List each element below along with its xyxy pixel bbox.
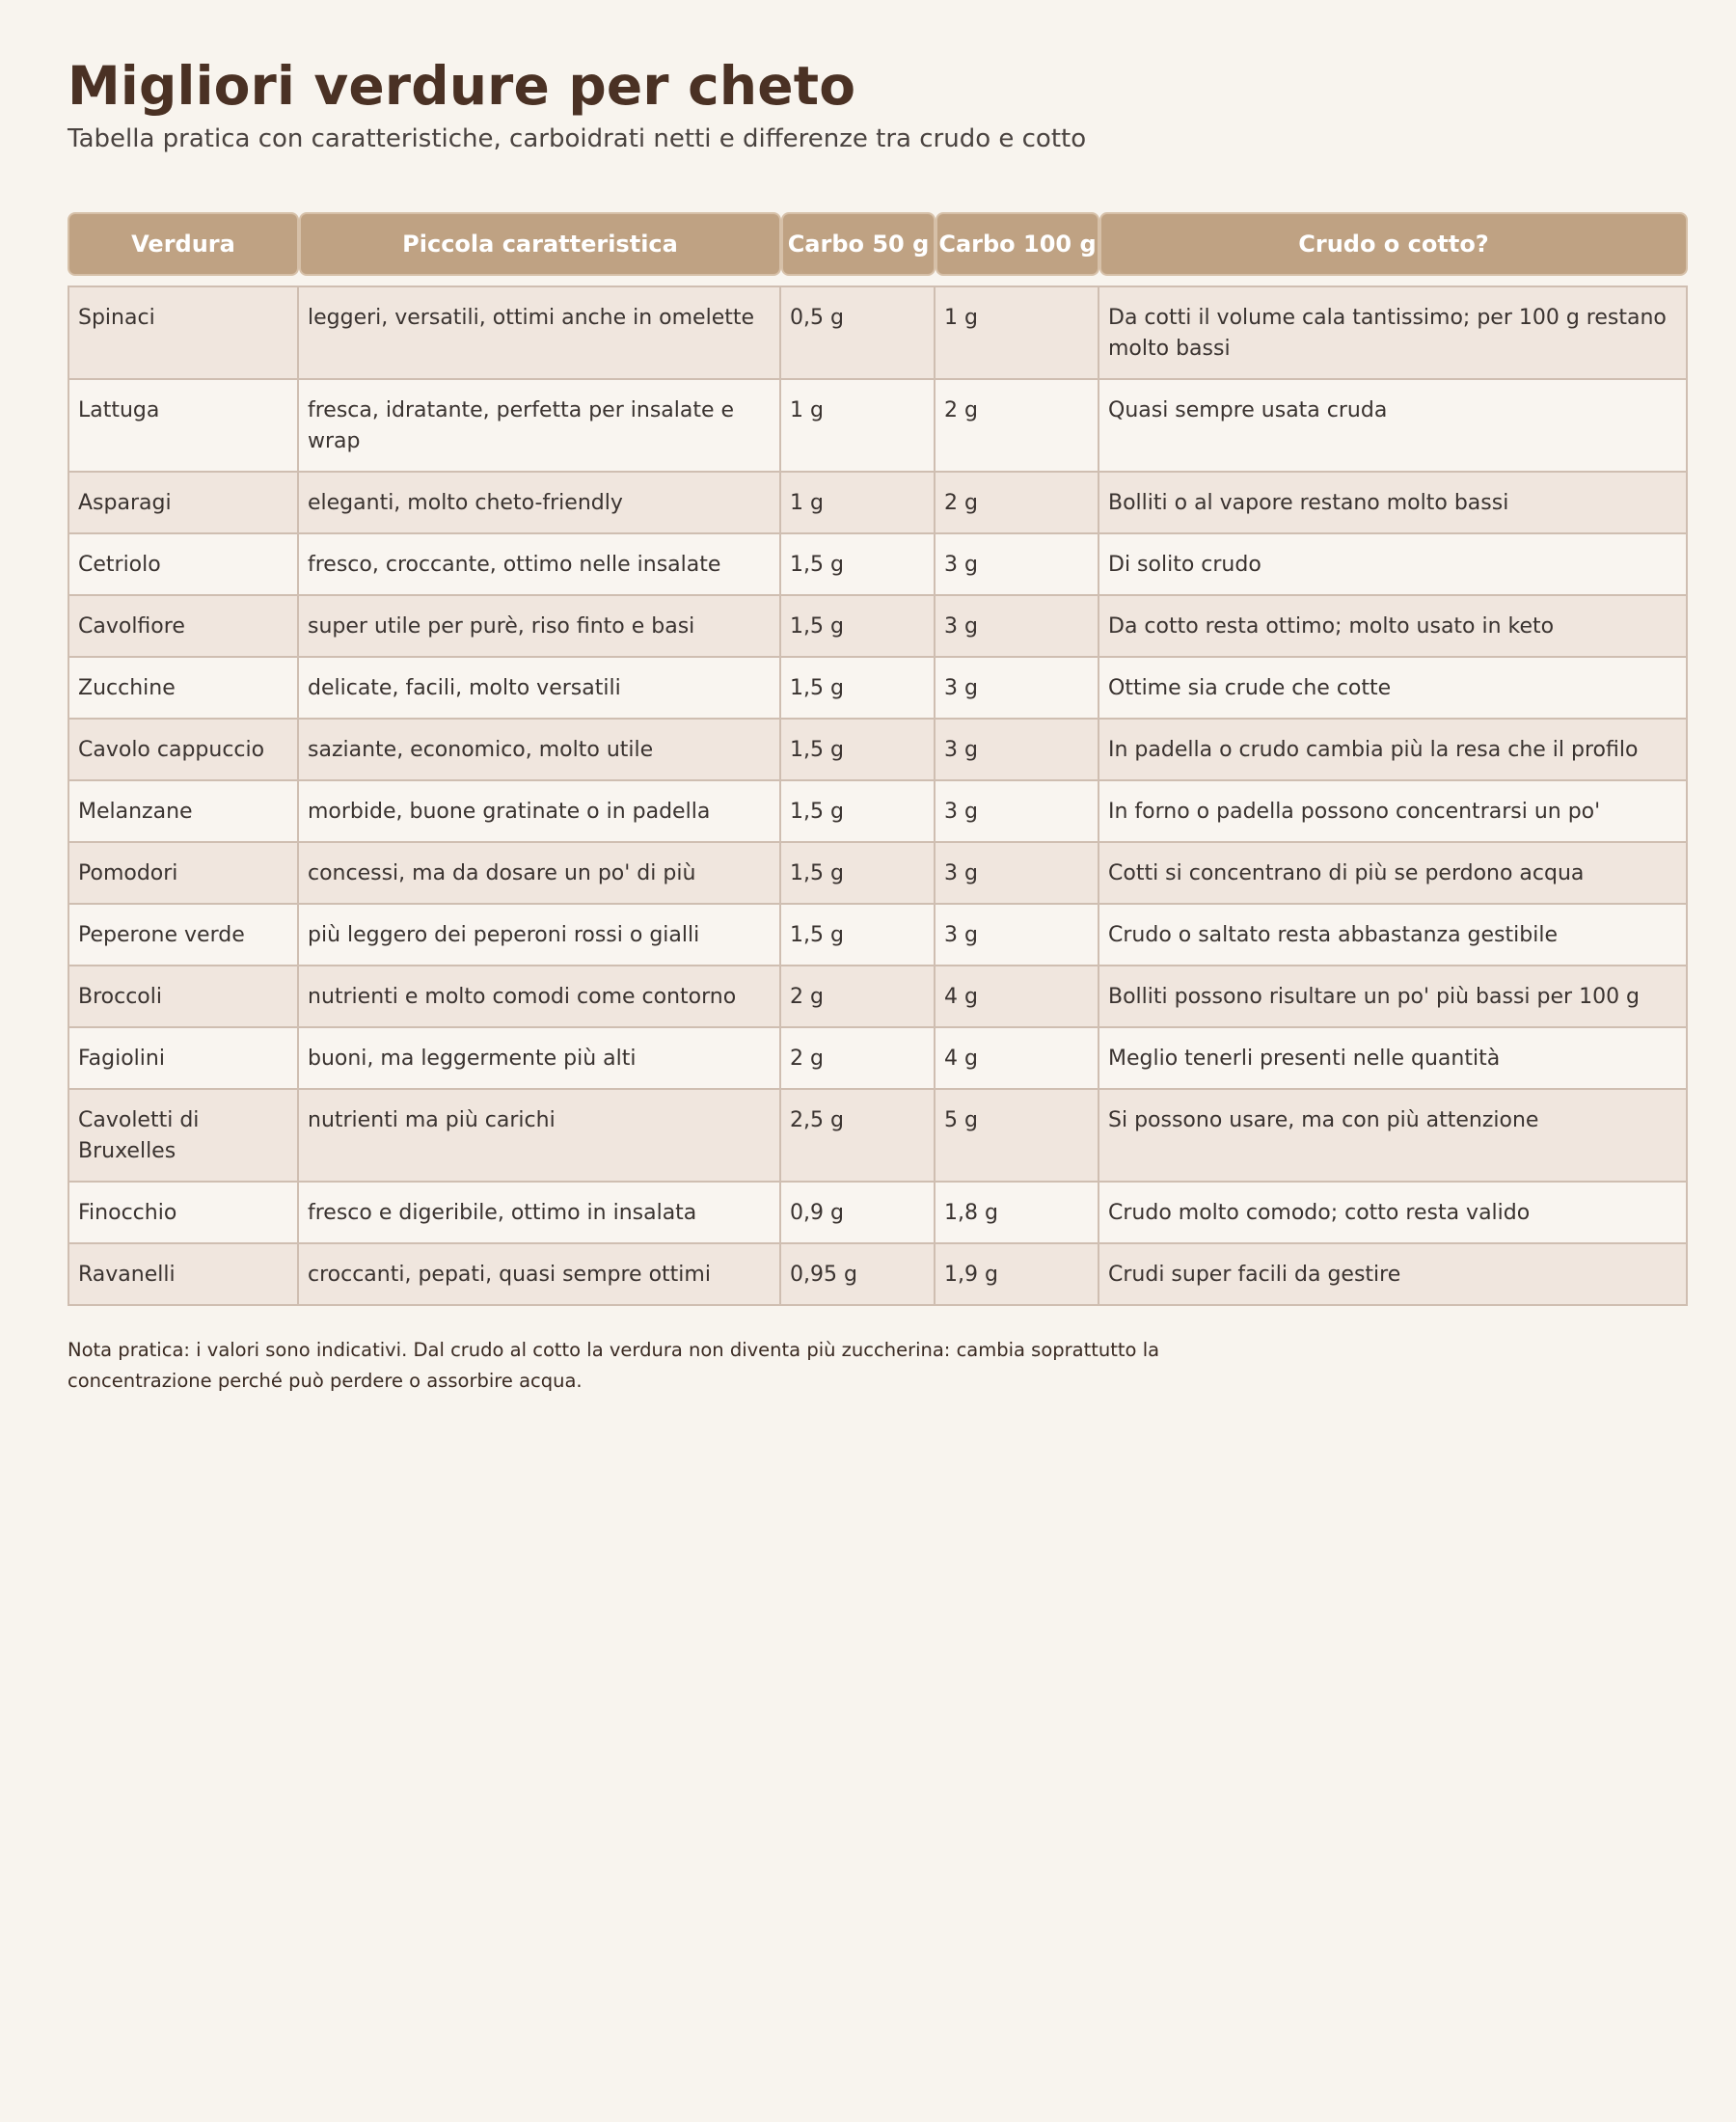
table-row bbox=[68, 1090, 1688, 1183]
cell-carbo-100g: 1,8 g bbox=[936, 1183, 1099, 1244]
cell-verdura: Peperone verde bbox=[68, 905, 299, 966]
cell-crudo-cotto: Ottime sia crude che cotte bbox=[1099, 658, 1688, 720]
cell-crudo-cotto: Quasi sempre usata cruda bbox=[1099, 380, 1688, 473]
cell-carbo-50g: 1 g bbox=[781, 380, 936, 473]
table-row bbox=[68, 781, 1688, 843]
column-header-carbo-100g: Carbo 100 g bbox=[936, 212, 1099, 276]
cell-crudo-cotto: Bolliti possono risultare un po' più bassi per 100 g bbox=[1099, 966, 1688, 1028]
cell-crudo-cotto: Da cotti il volume cala tantissimo; per 100 g restano molto bassi bbox=[1099, 286, 1688, 380]
cell-verdura: Lattuga bbox=[68, 380, 299, 473]
table-row bbox=[68, 720, 1688, 781]
column-header-caratteristica: Piccola caratteristica bbox=[299, 212, 781, 276]
cell-crudo-cotto: Da cotto resta ottimo; molto usato in keto bbox=[1099, 596, 1688, 658]
table-row bbox=[68, 380, 1688, 473]
table-row bbox=[68, 966, 1688, 1028]
cell-carbo-100g: 3 g bbox=[936, 658, 1099, 720]
cell-crudo-cotto: Crudo o saltato resta abbastanza gestibile bbox=[1099, 905, 1688, 966]
column-header-carbo-50g: Carbo 50 g bbox=[781, 212, 936, 276]
cell-caratteristica: fresca, idratante, perfetta per insalate e wrap bbox=[299, 380, 781, 473]
cell-carbo-50g: 1,5 g bbox=[781, 658, 936, 720]
footer-note: Nota pratica: i valori sono indicativi. Dal crudo al cotto la verdura non diventa più zuccherina: cambia soprattutto la concentrazione perché può perdere o assorbire acqua. bbox=[68, 1339, 1160, 1392]
cell-carbo-50g: 2 g bbox=[781, 966, 936, 1028]
cell-caratteristica: nutrienti ma più carichi bbox=[299, 1090, 781, 1183]
cell-caratteristica: delicate, facili, molto versatili bbox=[299, 658, 781, 720]
cell-crudo-cotto: Cotti si concentrano di più se perdono acqua bbox=[1099, 843, 1688, 905]
column-header-crudo-cotto: Crudo o cotto? bbox=[1099, 212, 1688, 276]
cell-carbo-100g: 4 g bbox=[936, 966, 1099, 1028]
page-title: Migliori verdure per cheto bbox=[68, 55, 856, 117]
table-row bbox=[68, 658, 1688, 720]
cell-carbo-100g: 3 g bbox=[936, 905, 1099, 966]
cell-caratteristica: super utile per purè, riso finto e basi bbox=[299, 596, 781, 658]
cell-crudo-cotto: Bolliti o al vapore restano molto bassi bbox=[1099, 473, 1688, 534]
cell-caratteristica: eleganti, molto cheto-friendly bbox=[299, 473, 781, 534]
cell-caratteristica: buoni, ma leggermente più alti bbox=[299, 1028, 781, 1090]
cell-carbo-50g: 0,5 g bbox=[781, 286, 936, 380]
cell-verdura: Pomodori bbox=[68, 843, 299, 905]
cell-crudo-cotto: Crudo molto comodo; cotto resta valido bbox=[1099, 1183, 1688, 1244]
cell-caratteristica: fresco e digeribile, ottimo in insalata bbox=[299, 1183, 781, 1244]
cell-carbo-50g: 1,5 g bbox=[781, 596, 936, 658]
cell-verdura: Cavoletti di Bruxelles bbox=[68, 1090, 299, 1183]
cell-carbo-50g: 0,9 g bbox=[781, 1183, 936, 1244]
cell-verdura: Asparagi bbox=[68, 473, 299, 534]
cell-crudo-cotto: Crudi super facili da gestire bbox=[1099, 1244, 1688, 1306]
table-header-row bbox=[68, 212, 1688, 276]
cell-carbo-50g: 1,5 g bbox=[781, 534, 936, 596]
cell-verdura: Fagiolini bbox=[68, 1028, 299, 1090]
cell-carbo-100g: 3 g bbox=[936, 843, 1099, 905]
cell-verdura: Melanzane bbox=[68, 781, 299, 843]
cell-crudo-cotto: Si possono usare, ma con più attenzione bbox=[1099, 1090, 1688, 1183]
cell-carbo-100g: 5 g bbox=[936, 1090, 1099, 1183]
cell-verdura: Ravanelli bbox=[68, 1244, 299, 1306]
cell-caratteristica: morbide, buone gratinate o in padella bbox=[299, 781, 781, 843]
cell-caratteristica: nutrienti e molto comodi come contorno bbox=[299, 966, 781, 1028]
header-spacer-cell bbox=[68, 276, 1688, 286]
cell-verdura: Spinaci bbox=[68, 286, 299, 380]
vegetables-table bbox=[68, 212, 1688, 1306]
table-row bbox=[68, 596, 1688, 658]
cell-caratteristica: più leggero dei peperoni rossi o gialli bbox=[299, 905, 781, 966]
table-row bbox=[68, 534, 1688, 596]
cell-carbo-100g: 4 g bbox=[936, 1028, 1099, 1090]
cell-verdura: Cavolfiore bbox=[68, 596, 299, 658]
cell-crudo-cotto: In padella o crudo cambia più la resa che il profilo bbox=[1099, 720, 1688, 781]
cell-verdura: Cavolo cappuccio bbox=[68, 720, 299, 781]
cell-carbo-50g: 1,5 g bbox=[781, 781, 936, 843]
cell-carbo-50g: 2 g bbox=[781, 1028, 936, 1090]
cell-carbo-100g: 2 g bbox=[936, 380, 1099, 473]
table-row bbox=[68, 905, 1688, 966]
cell-carbo-100g: 3 g bbox=[936, 781, 1099, 843]
cell-verdura: Zucchine bbox=[68, 658, 299, 720]
cell-carbo-100g: 3 g bbox=[936, 720, 1099, 781]
cell-carbo-100g: 3 g bbox=[936, 534, 1099, 596]
cell-crudo-cotto: Di solito crudo bbox=[1099, 534, 1688, 596]
cell-carbo-100g: 1,9 g bbox=[936, 1244, 1099, 1306]
page-subtitle: Tabella pratica con caratteristiche, carboidrati netti e differenze tra crudo e cotto bbox=[68, 124, 1087, 153]
cell-carbo-50g: 1,5 g bbox=[781, 720, 936, 781]
table-row bbox=[68, 1183, 1688, 1244]
table-body bbox=[68, 286, 1688, 1306]
cell-carbo-50g: 1 g bbox=[781, 473, 936, 534]
cell-crudo-cotto: In forno o padella possono concentrarsi un po' bbox=[1099, 781, 1688, 843]
cell-carbo-100g: 2 g bbox=[936, 473, 1099, 534]
table-row bbox=[68, 286, 1688, 380]
cell-verdura: Finocchio bbox=[68, 1183, 299, 1244]
header-spacer bbox=[68, 276, 1688, 286]
cell-verdura: Cetriolo bbox=[68, 534, 299, 596]
cell-caratteristica: concessi, ma da dosare un po' di più bbox=[299, 843, 781, 905]
cell-carbo-50g: 2,5 g bbox=[781, 1090, 936, 1183]
cell-carbo-50g: 1,5 g bbox=[781, 843, 936, 905]
cell-caratteristica: croccanti, pepati, quasi sempre ottimi bbox=[299, 1244, 781, 1306]
cell-caratteristica: fresco, croccante, ottimo nelle insalate bbox=[299, 534, 781, 596]
column-header-verdura: Verdura bbox=[68, 212, 299, 276]
cell-carbo-100g: 1 g bbox=[936, 286, 1099, 380]
table-row bbox=[68, 1028, 1688, 1090]
cell-verdura: Broccoli bbox=[68, 966, 299, 1028]
cell-carbo-50g: 1,5 g bbox=[781, 905, 936, 966]
cell-carbo-50g: 0,95 g bbox=[781, 1244, 936, 1306]
cell-caratteristica: leggeri, versatili, ottimi anche in omelette bbox=[299, 286, 781, 380]
cell-caratteristica: saziante, economico, molto utile bbox=[299, 720, 781, 781]
table-row bbox=[68, 473, 1688, 534]
cell-crudo-cotto: Meglio tenerli presenti nelle quantità bbox=[1099, 1028, 1688, 1090]
cell-carbo-100g: 3 g bbox=[936, 596, 1099, 658]
table-row bbox=[68, 1244, 1688, 1306]
table-row bbox=[68, 843, 1688, 905]
